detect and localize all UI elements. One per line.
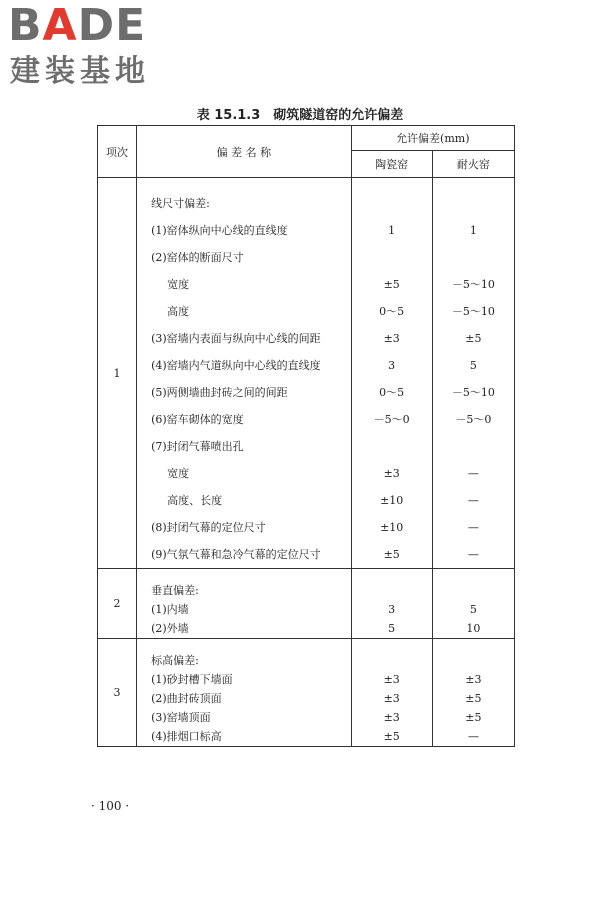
refractory-value-cell <box>432 639 514 747</box>
deviation-name: (1)窑体纵向中心线的直线度 <box>151 224 288 237</box>
refractory-value: －5～10 <box>451 278 495 291</box>
deviation-name: 宽度 <box>167 467 190 480</box>
refractory-value-cell <box>432 178 514 569</box>
refractory-value <box>433 433 514 460</box>
header-allowed-deviation: 允许偏差(mm) <box>351 126 514 151</box>
ceramic-value: ±10 <box>380 521 404 534</box>
ceramic-value: 5 <box>388 622 396 635</box>
deviation-name: (2)曲封砖顶面 <box>151 692 222 705</box>
deviation-name: (3)窑墙顶面 <box>151 711 211 724</box>
refractory-value: — <box>467 548 479 561</box>
ceramic-value: ±3 <box>383 692 400 705</box>
deviation-name: (4)窑墙内气道纵向中心线的直线度 <box>151 359 321 372</box>
refractory-value: ±3 <box>465 673 482 686</box>
refractory-value <box>433 581 514 600</box>
ceramic-value: ±3 <box>383 673 400 686</box>
deviation-name-cell <box>137 639 352 747</box>
header-deviation-name: 偏 差 名 称 <box>137 126 352 178</box>
deviation-name: (8)封闭气幕的定位尺寸 <box>151 521 266 534</box>
refractory-value-cell <box>432 569 514 639</box>
ceramic-value <box>352 433 432 460</box>
refractory-value: ±5 <box>465 692 482 705</box>
ceramic-value: ±3 <box>383 467 400 480</box>
deviation-name: (2)窑体的断面尺寸 <box>151 251 244 264</box>
item-number: 3 <box>98 639 137 747</box>
item-number: 1 <box>98 178 137 569</box>
ceramic-value-cell <box>351 569 432 639</box>
refractory-value: — <box>467 521 479 534</box>
refractory-value: 1 <box>469 224 477 237</box>
ceramic-value <box>352 244 432 271</box>
deviation-name: (9)气氛气幕和急冷气幕的定位尺寸 <box>151 548 321 561</box>
logo-wordmark: BADE <box>8 0 147 51</box>
table-caption: 表 15.1.3 砌筑隧道窑的允许偏差 <box>196 108 404 123</box>
header-refractory-kiln: 耐火窑 <box>432 151 514 178</box>
ceramic-value <box>352 581 432 600</box>
logo <box>8 0 178 94</box>
refractory-value: －5～10 <box>451 386 495 399</box>
refractory-value: －5～0 <box>455 413 492 426</box>
header-item-no: 项次 <box>98 126 137 178</box>
table-group-row <box>98 178 515 569</box>
refractory-value: — <box>467 467 479 480</box>
refractory-value <box>433 651 514 670</box>
ceramic-value: ±5 <box>383 730 400 743</box>
ceramic-value: 1 <box>388 224 396 237</box>
deviation-name: 垂直偏差: <box>151 584 199 597</box>
table-group-row <box>98 569 515 639</box>
refractory-value: －5～10 <box>451 305 495 318</box>
deviation-name: 标高偏差: <box>151 654 199 667</box>
ceramic-value: ±10 <box>380 494 404 507</box>
deviation-name: 高度 <box>167 305 190 318</box>
deviation-name: (5)两侧墙曲封砖之间的间距 <box>151 386 288 399</box>
ceramic-value <box>352 651 432 670</box>
deviation-name-cell <box>137 178 352 569</box>
deviation-name: (6)窑车砌体的宽度 <box>151 413 244 426</box>
deviation-name: 高度、长度 <box>167 494 223 507</box>
deviation-name: (2)外墙 <box>151 622 189 635</box>
tolerance-table <box>97 125 515 747</box>
ceramic-value <box>352 190 432 217</box>
ceramic-value: 3 <box>388 603 396 616</box>
ceramic-value: ±5 <box>383 548 400 561</box>
deviation-name: 线尺寸偏差: <box>151 197 210 210</box>
table-group-row <box>98 639 515 747</box>
header-ceramic-kiln: 陶瓷窑 <box>351 151 432 178</box>
ceramic-value: －5～0 <box>373 413 410 426</box>
refractory-value: ±5 <box>465 711 482 724</box>
deviation-name: (3)窑墙内表面与纵向中心线的间距 <box>151 332 321 345</box>
deviation-name: 宽度 <box>167 278 190 291</box>
ceramic-value: ±5 <box>383 278 400 291</box>
ceramic-value: 0～5 <box>379 305 405 318</box>
refractory-value: 5 <box>469 359 477 372</box>
ceramic-value: ±3 <box>383 711 400 724</box>
refractory-value: 10 <box>466 622 481 635</box>
deviation-name: (1)内墙 <box>151 603 189 616</box>
refractory-value: 5 <box>469 603 477 616</box>
deviation-name: (4)排烟口标高 <box>151 730 222 743</box>
refractory-value: ±5 <box>465 332 482 345</box>
ceramic-value-cell <box>351 639 432 747</box>
deviation-name: (7)封闭气幕喷出孔 <box>151 440 244 453</box>
deviation-name: (1)砂封槽下墙面 <box>151 673 233 686</box>
refractory-value <box>433 244 514 271</box>
refractory-value: — <box>467 730 479 743</box>
refractory-value: — <box>467 494 479 507</box>
logo-subtitle: 建装基地 <box>10 54 150 89</box>
page-number: · 100 · <box>91 799 130 813</box>
deviation-name-cell <box>137 569 352 639</box>
item-number: 2 <box>98 569 137 639</box>
ceramic-value: 3 <box>388 359 396 372</box>
ceramic-value-cell <box>351 178 432 569</box>
refractory-value <box>433 190 514 217</box>
ceramic-value: 0～5 <box>379 386 405 399</box>
ceramic-value: ±3 <box>383 332 400 345</box>
